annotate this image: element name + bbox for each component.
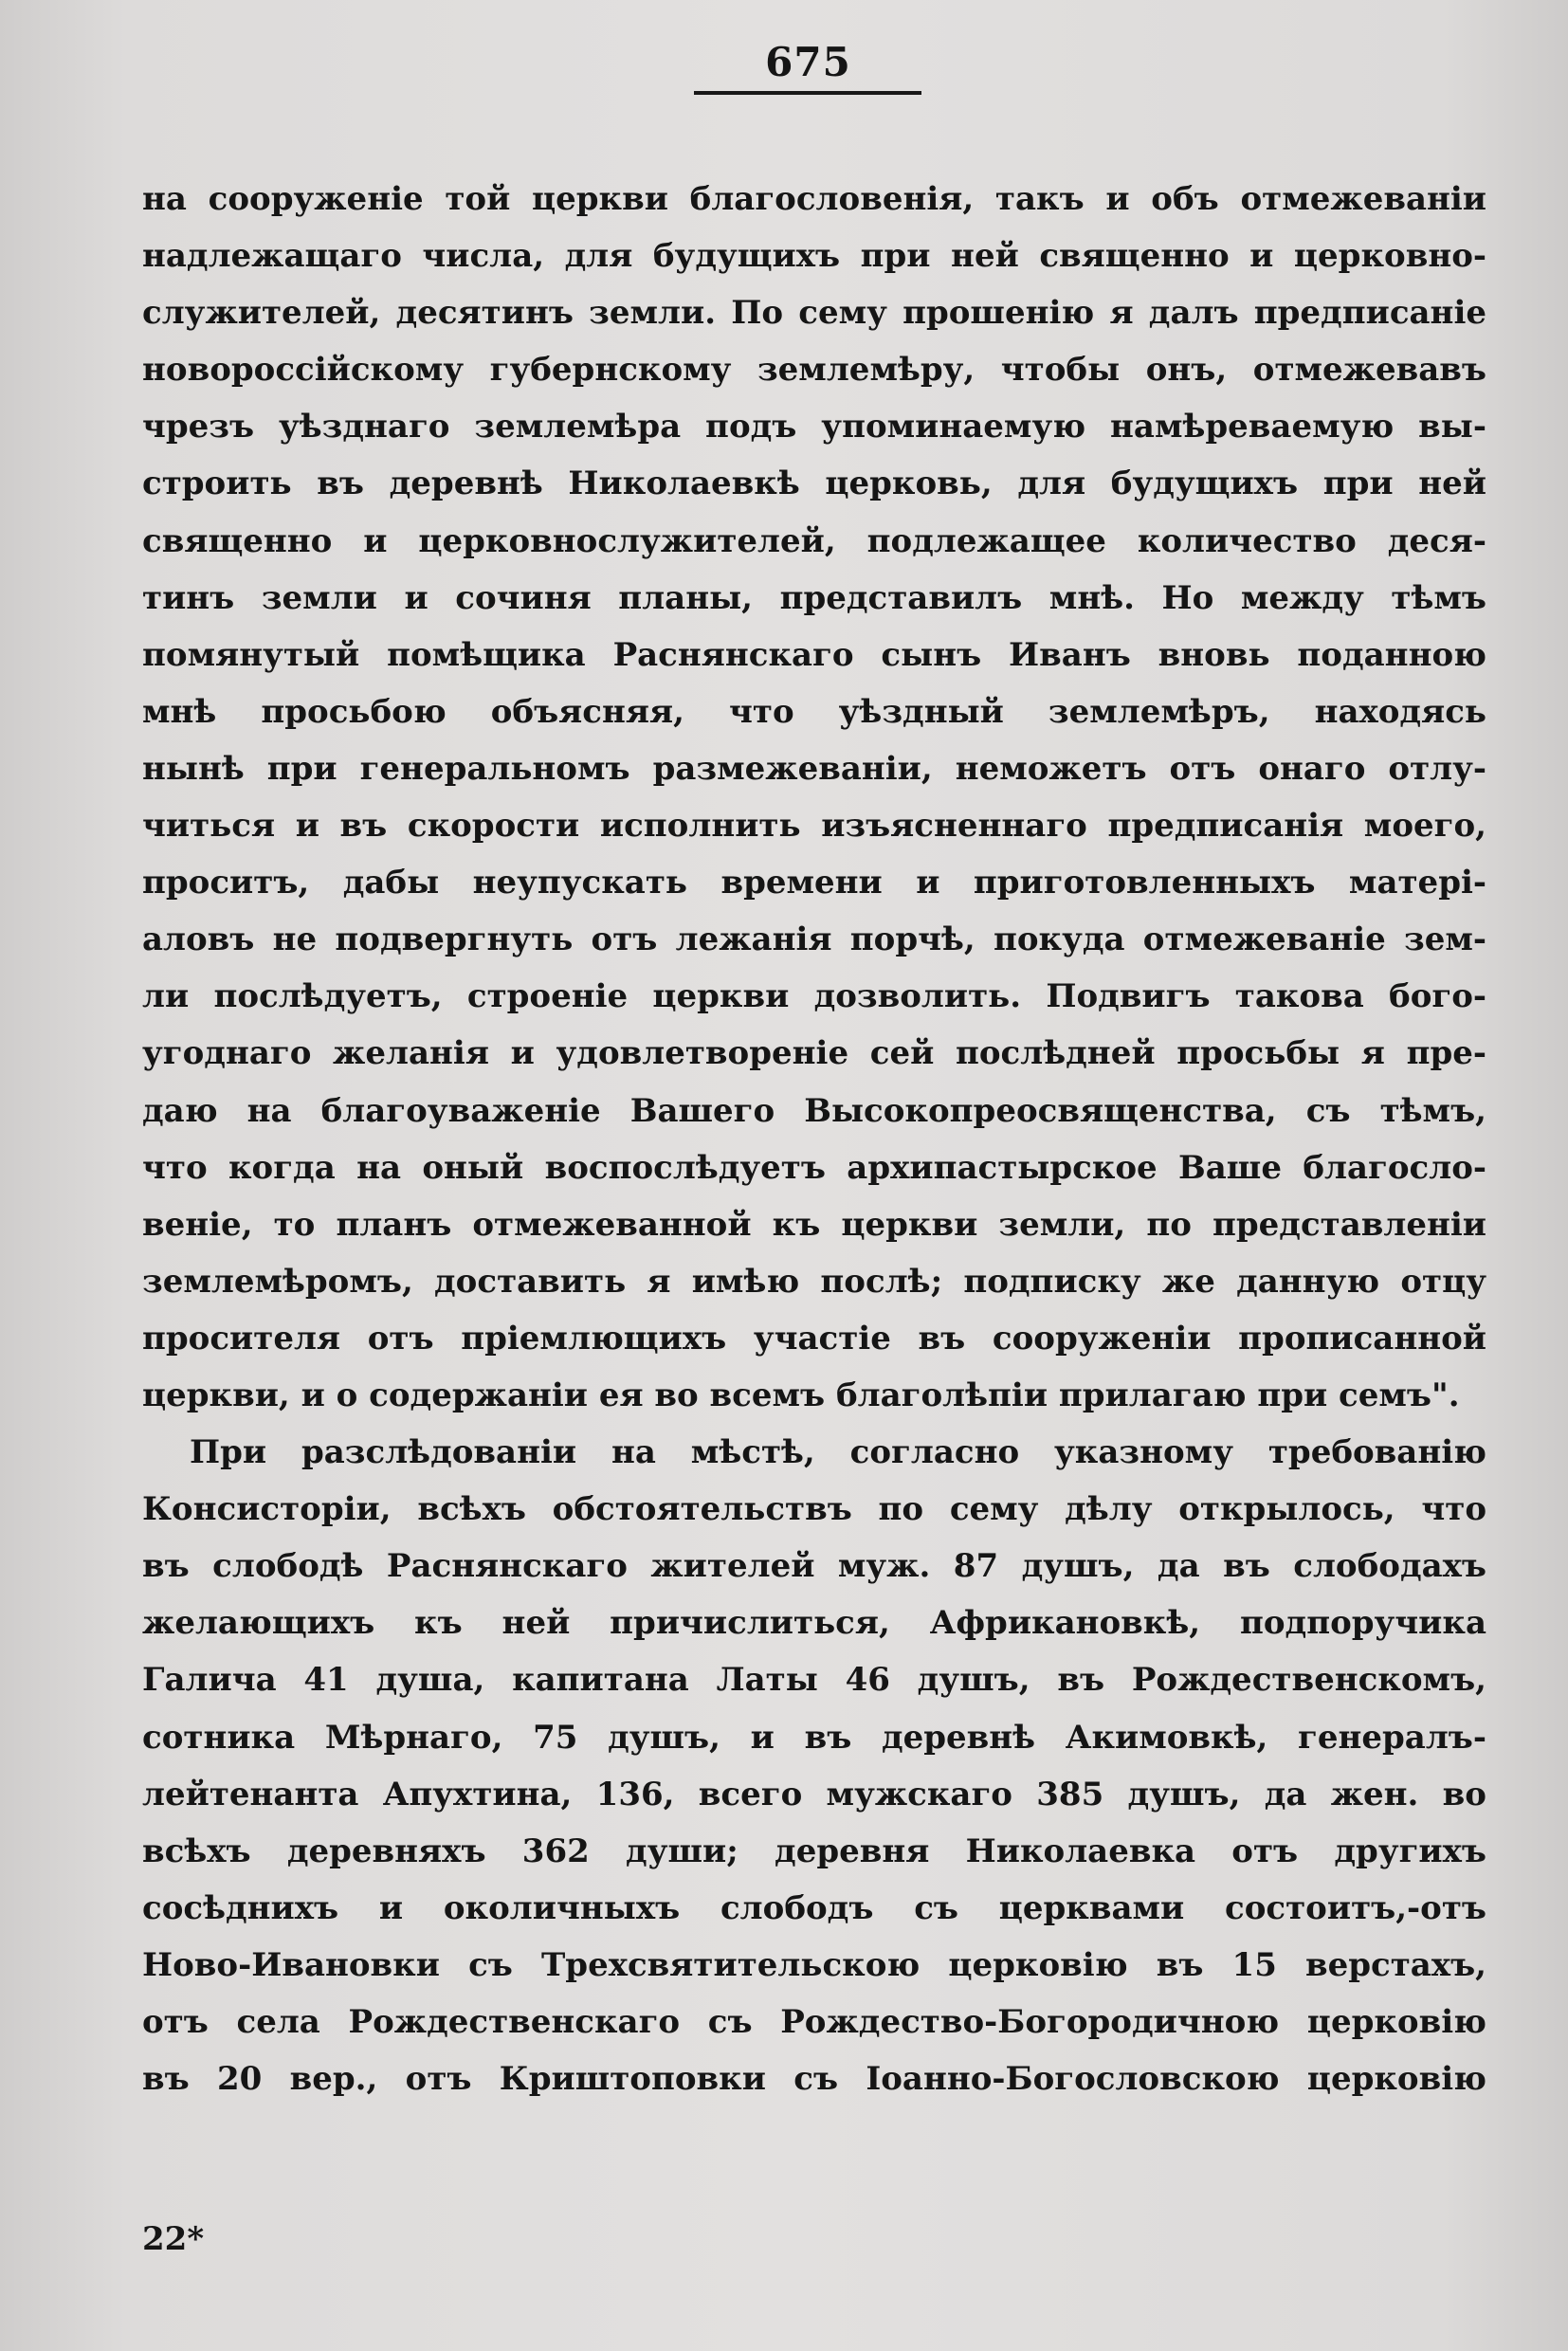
text-line: въ слободѣ Раснянскаго жителей муж. 87 душъ, да въ слободахъ [142,1547,1486,1586]
text-line: Консисторіи, всѣхъ обстоятельствъ по сему дѣлу открылось, что [142,1490,1486,1529]
body-text [142,171,1486,2107]
text-line: мнѣ просьбою объясняя, что уѣздный землемѣръ, находясь [142,692,1486,731]
text-line: Галича 41 душа, капитана Латы 46 душъ, въ Рождественскомъ, [142,1661,1486,1700]
text-line: надлежащаго числа, для будущихъ при ней священно и церковно- [142,237,1486,276]
text-line: отъ села Рождественскаго съ Рождество-Богородичною церковію [142,2003,1486,2041]
text-line: желающихъ къ ней причислиться, Африкановкѣ, подпоручика [142,1604,1486,1643]
text-line: нынѣ при генеральномъ размежеваніи, неможетъ отъ онаго отлу- [142,749,1486,788]
text-line: священно и церковнослужителей, подлежащее количество деся- [142,521,1486,560]
text-line: аловъ не подвергнуть отъ лежанія порчѣ, покуда отмежеваніе зем- [142,920,1486,959]
text-line: читься и въ скорости исполнить изъясненнаго предписанія моего, [142,807,1486,846]
printer-signature-mark: 22* [142,2220,205,2258]
text-line: веніе, то планъ отмежеванной къ церкви земли, по представленіи [142,1205,1486,1244]
text-line: на сооруженіе той церкви благословенія, такъ и объ отмежеваніи [142,180,1486,218]
text-line: что когда на оный воспослѣдуетъ архипастырское Ваше благосло- [142,1148,1486,1187]
text-line: проситъ, дабы неупускать времени и приготовленныхъ матері- [142,864,1486,902]
page-number-underline [694,91,921,95]
text-line: всѣхъ деревняхъ 362 души; деревня Николаевка отъ другихъ [142,1832,1486,1870]
text-line: сосѣднихъ и околичныхъ слободъ съ церквами состоитъ,-отъ [142,1888,1486,1927]
text-line: тинъ земли и сочиня планы, представилъ мнѣ. Но между тѣмъ [142,578,1486,617]
text-line: сотника Мѣрнаго, 75 душъ, и въ деревнѣ Акимовкѣ, генералъ- [142,1718,1486,1757]
text-line: даю на благоуваженіе Вашего Высокопреосвященства, съ тѣмъ, [142,1091,1486,1130]
text-line: чрезъ уѣзднаго землемѣра подъ упоминаемую намѣреваемую вы- [142,408,1486,447]
text-line: новороссійскому губернскому землемѣру, чтобы онъ, отмежевавъ [142,351,1486,390]
paragraph-start-line: При разслѣдованіи на мѣстѣ, согласно указному требованію [190,1433,1486,1472]
text-line: въ 20 вер., отъ Криштоповки съ Іоанно-Богословскою церковію [142,2060,1486,2099]
text-line: ли послѣдуетъ, строеніе церкви дозволить. Подвигъ такова бого- [142,977,1486,1016]
text-line: служителей, десятинъ земли. По сему прошенію я далъ предписаніе [142,294,1486,333]
text-line: лейтенанта Апухтина, 136, всего мужскаго 385 душъ, да жен. во [142,1775,1486,1813]
page-number: 675 [765,39,851,85]
text-line: землемѣромъ, доставить я имѣю послѣ; подписку же данную отцу [142,1262,1486,1301]
text-line: строить въ деревнѣ Николаевкѣ церковь, для будущихъ при ней [142,465,1486,503]
text-line: церкви, и о содержаніи ея во всемъ благолѣпіи прилагаю при семъ". [142,1376,1460,1414]
text-line: Ново-Ивановки съ Трехсвятительскою церковію въ 15 верстахъ, [142,1945,1486,1984]
text-line: помянутый помѣщика Раснянскаго сынъ Иванъ вновь поданною [142,635,1486,674]
text-line: просителя отъ пріемлющихъ участіе въ сооруженіи прописанной [142,1319,1486,1358]
text-line: угоднаго желанія и удовлетвореніе сей послѣдней просьбы я пре- [142,1034,1486,1073]
